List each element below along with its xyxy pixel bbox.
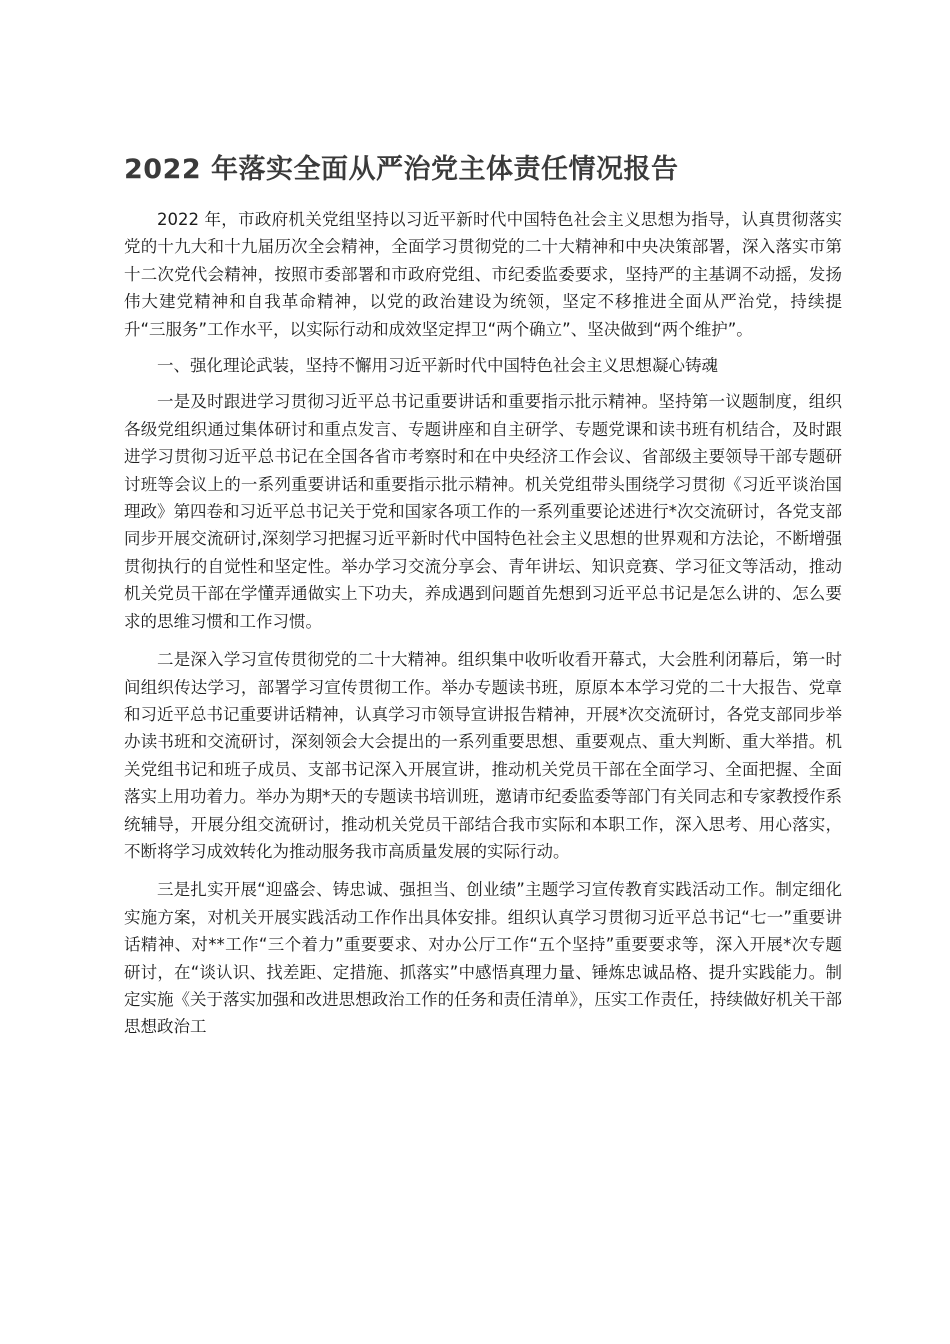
body-paragraph: 一是及时跟进学习贯彻习近平总书记重要讲话和重要指示批示精神。坚持第一议题制度，组织各级党组织通过集体研讨和重点发言、专题讲座和自主研学、专题党课和读书班有机结合，及时跟进学习贯彻习近平总书记在全国各省市考察时和在中央经济工作会议、省部级主要领导干部专题研讨班等会议上的一系列重要讲话和重要指示批示精神。机关党组带头围绕学习贯彻《习近平谈治国理政》第四卷和习近平总书记关于党和国家各项工作的一系列重要论述进行*次交流研讨，各党支部同步开展交流研讨,深刻学习把握习近平新时代中国特色社会主义思想的世界观和方法论，不断增强贯彻执行的自觉性和坚定性。举办学习交流分享会、青年讲坛、知识竞赛、学习征文等活动，推动机关党员干部在学懂弄通做实上下功夫，养成遇到问题首先想到习近平总书记是怎么讲的、怎么要求的思维习惯和工作习惯。: [124, 392, 842, 631]
intro-paragraph: 2022 年，市政府机关党组坚持以习近平新时代中国特色社会主义思想为指导，认真贯彻落实党的十九大和十九届历次全会精神，全面学习贯彻党的二十大精神和中央决策部署，深入落实市第十二次党代会精神，按照市委部署和市政府党组、市纪委监委要求，坚持严的主基调不动摇，发扬伟大建党精神和自我革命精神，以党的政治建设为统领，坚定不移推进全面从严治党，持续提升“三服务”工作水平，以实际行动和成效坚定捍卫“两个确立”、坚决做到“两个维护”。: [124, 210, 842, 339]
section-heading: 一、强化理论武装，坚持不懈用习近平新时代中国特色社会主义思想凝心铸魂: [157, 356, 718, 376]
document-body: [124, 206, 842, 1041]
document-title: 2022 年落实全面从严治党主体责任情况报告: [124, 154, 679, 185]
body-paragraph: 二是深入学习宣传贯彻党的二十大精神。组织集中收听收看开幕式，大会胜利闭幕后，第一时间组织传达学习，部署学习宣传贯彻工作。举办专题读书班，原原本本学习党的二十大报告、党章和习近平总书记重要讲话精神，认真学习市领导宣讲报告精神，开展*次交流研讨，各党支部同步举办读书班和交流研讨，深刻领会大会提出的一系列重要思想、重要观点、重大判断、重大举措。机关党组书记和班子成员、支部书记深入开展宣讲，推动机关党员干部在全面学习、全面把握、全面落实上用功着力。举办为期*天的专题读书培训班，邀请市纪委监委等部门有关同志和专家教授作系统辅导，开展分组交流研讨，推动机关党员干部结合我市实际和本职工作，深入思考、用心落实，不断将学习成效转化为推动服务我市高质量发展的实际行动。: [124, 650, 842, 861]
body-paragraph: 三是扎实开展“迎盛会、铸忠诚、强担当、创业绩”主题学习宣传教育实践活动工作。制定细化实施方案，对机关开展实践活动工作作出具体安排。组织认真学习贯彻习近平总书记“七一”重要讲话精神、对**工作“三个着力”重要要求、对办公厅工作“五个坚持”重要要求等，深入开展*次专题研讨，在“谈认识、找差距、定措施、抓落实”中感悟真理力量、锤炼忠诚品格、提升实践能力。制定实施《关于落实加强和改进思想政治工作的任务和责任清单》，压实工作责任，持续做好机关干部思想政治工: [124, 880, 842, 1037]
